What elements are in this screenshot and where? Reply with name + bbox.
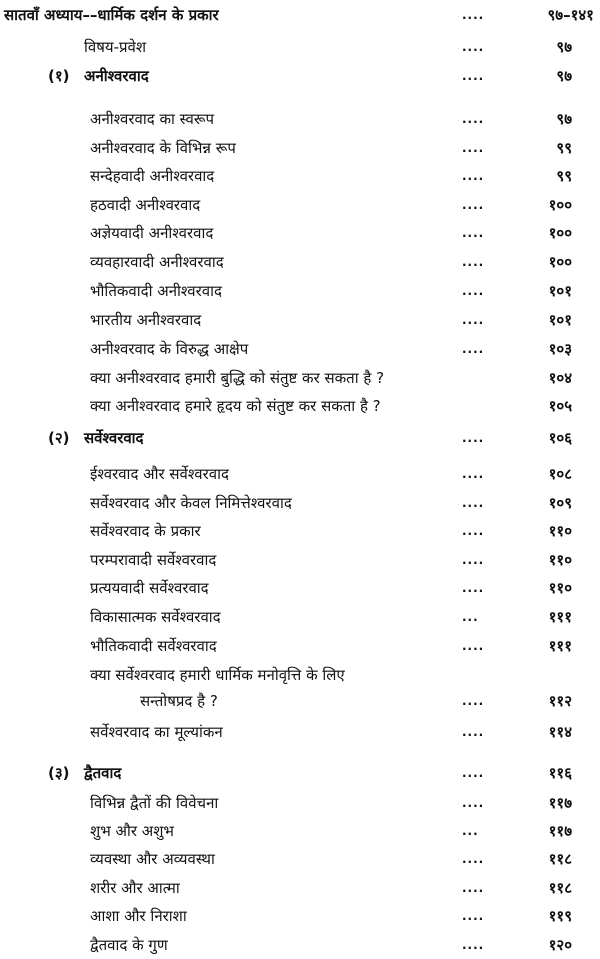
toc-entry [0, 903, 600, 929]
entry-page-number: ११६ [548, 764, 572, 782]
leader-dots: .... [462, 313, 485, 327]
toc-entry [0, 220, 600, 246]
toc-entry [0, 249, 600, 275]
leader-dots: .... [462, 639, 485, 653]
leader-dots: .... [462, 40, 485, 54]
toc-entry [0, 875, 600, 901]
entry-title: सर्वेश्वरवाद का मूल्यांकन [90, 723, 223, 741]
leader-dots: .... [462, 524, 485, 538]
leader-dots: .... [462, 909, 485, 923]
entry-title: अनीश्वरवाद [84, 67, 149, 85]
leader-dots: .... [462, 694, 485, 708]
entry-page-number: ९७ [556, 110, 572, 128]
leader-dots: .... [462, 141, 485, 155]
leader-dots: ... [462, 610, 479, 624]
entry-page-number: १०८ [548, 465, 572, 483]
toc-entry [0, 336, 600, 362]
toc-entry [0, 604, 600, 630]
entry-page-number: ११८ [548, 879, 572, 897]
entry-title: शुभ और अशुभ [90, 822, 174, 840]
toc-entry [0, 547, 600, 573]
entry-page-number: ११० [548, 522, 572, 540]
entry-title: ईश्वरवाद और सर्वेश्वरवाद [90, 465, 229, 483]
toc-entry [0, 34, 600, 60]
entry-page-number: ११४ [548, 723, 572, 741]
entry-page-number: १११ [548, 608, 572, 626]
entry-title: हठवादी अनीश्वरवाद [90, 196, 201, 214]
entry-title: व्यवस्था और अव्यवस्था [90, 850, 215, 868]
entry-title: भारतीय अनीश्वरवाद [90, 311, 202, 329]
entry-title: भौतिकवादी अनीश्वरवाद [90, 282, 222, 300]
entry-title: अनीश्वरवाद का स्वरूप [90, 110, 215, 128]
entry-page-number: ९७ [556, 38, 572, 56]
section-number: (२) [48, 429, 70, 447]
entry-title: सन्तोषप्रद है ? [140, 692, 218, 710]
toc-entry [0, 135, 600, 161]
entry-page-number: ९९ [556, 139, 572, 157]
leader-dots: .... [462, 725, 485, 739]
toc-entry [0, 278, 600, 304]
leader-dots: .... [462, 881, 485, 895]
entry-title: सर्वेश्वरवाद और केवल निमित्तेश्वरवाद [90, 494, 292, 512]
leader-dots: .... [462, 198, 485, 212]
toc-entry [0, 192, 600, 218]
entry-page-number: १११ [548, 637, 572, 655]
entry-title: द्वैतवाद के गुण [90, 936, 168, 954]
leader-dots: .... [462, 496, 485, 510]
entry-title: आशा और निराशा [90, 907, 187, 925]
toc-section [0, 425, 600, 451]
entry-page-number: ११८ [548, 850, 572, 868]
toc-entry [0, 461, 600, 487]
entry-page-number: १०० [548, 253, 572, 271]
leader-dots: .... [462, 112, 485, 126]
toc-entry [0, 790, 600, 816]
entry-page-number: ११७ [548, 794, 572, 812]
chapter-title: सातवाँ अध्याय––धार्मिक दर्शन के प्रकार [4, 6, 219, 24]
entry-title: प्रत्ययवादी सर्वेश्वरवाद [90, 579, 209, 597]
entry-page-number: १२० [548, 936, 572, 954]
toc-entry [0, 393, 600, 419]
entry-page-number: १०९ [548, 494, 572, 512]
toc-section [0, 63, 600, 89]
leader-dots: ... [462, 824, 479, 838]
chapter-heading [0, 2, 600, 28]
toc-entry [0, 106, 600, 132]
entry-title: सन्देहवादी अनीश्वरवाद [90, 167, 215, 185]
leader-dots: .... [462, 69, 485, 83]
leader-dots: .... [462, 255, 485, 269]
entry-title: सर्वेश्वरवाद के प्रकार [90, 522, 201, 540]
toc-entry [0, 719, 600, 745]
entry-page-number: ९७ [556, 67, 572, 85]
entry-title: अज्ञेयवादी अनीश्वरवाद [90, 224, 214, 242]
entry-title: अनीश्वरवाद के विरुद्ध आक्षेप [90, 340, 249, 358]
chapter-page-range: ९७–१४१ [547, 6, 594, 24]
entry-page-number: ११७ [548, 822, 572, 840]
entry-page-number: ९९ [556, 167, 572, 185]
entry-page-number: १०१ [548, 311, 572, 329]
entry-title: परम्परावादी सर्वेश्वरवाद [90, 551, 217, 569]
entry-page-number: १०५ [548, 397, 572, 415]
toc-entry [0, 633, 600, 659]
entry-title: सर्वेश्वरवाद [84, 429, 144, 447]
leader-dots: .... [462, 581, 485, 595]
entry-title: क्या सर्वेश्वरवाद हमारी धार्मिक मनोवृत्ति के लिए [90, 666, 345, 684]
leader-dots: .... [462, 342, 485, 356]
toc-entry [0, 575, 600, 601]
entry-page-number: ११० [548, 551, 572, 569]
leader-dots: .... [462, 284, 485, 298]
leader-dots: .... [462, 169, 485, 183]
entry-page-number: ११० [548, 579, 572, 597]
entry-page-number: १०४ [548, 369, 572, 387]
leader-dots: .... [462, 553, 485, 567]
entry-title: क्या अनीश्वरवाद हमारी बुद्धि को संतुष्ट कर सकता है ? [90, 369, 385, 387]
entry-page-number: १०० [548, 224, 572, 242]
toc-entry [0, 846, 600, 872]
toc-section [0, 760, 600, 786]
leader-dots: .... [462, 467, 485, 481]
entry-page-number: १०३ [548, 340, 572, 358]
toc-entry [0, 490, 600, 516]
entry-title: द्वैतवाद [84, 764, 122, 782]
entry-page-number: १०६ [548, 429, 572, 447]
entry-title: विभिन्न द्वैतों की विवेचना [90, 794, 219, 812]
entry-page-number: ११९ [548, 907, 572, 925]
toc-entry [0, 818, 600, 844]
toc-entry [0, 163, 600, 189]
entry-page-number: ११२ [548, 692, 572, 710]
leader-dots: .... [462, 226, 485, 240]
entry-title: विकासात्मक सर्वेश्वरवाद [90, 608, 221, 626]
entry-title: क्या अनीश्वरवाद हमारे हृदय को संतुष्ट कर सकता है ? [90, 397, 381, 415]
toc-entry [0, 365, 600, 391]
entry-title: शरीर और आत्मा [90, 879, 180, 897]
leader-dots: .... [462, 938, 485, 952]
toc-entry [0, 688, 600, 714]
leader-dots: .... [462, 796, 485, 810]
section-number: (१) [48, 67, 70, 85]
entry-title: अनीश्वरवाद के विभिन्न रूप [90, 139, 236, 157]
entry-page-number: १०० [548, 196, 572, 214]
entry-title: विषय-प्रवेश [84, 38, 147, 56]
leader-dots: .... [462, 766, 485, 780]
entry-title: भौतिकवादी सर्वेश्वरवाद [90, 637, 217, 655]
leader-dots: .... [462, 852, 485, 866]
leader-dots: .... [462, 8, 485, 22]
leader-dots: .... [462, 431, 485, 445]
section-number: (३) [48, 764, 70, 782]
toc-entry [0, 662, 600, 688]
toc-entry [0, 518, 600, 544]
toc-entry [0, 307, 600, 333]
toc-entry [0, 932, 600, 958]
entry-page-number: १०१ [548, 282, 572, 300]
entry-title: व्यवहारवादी अनीश्वरवाद [90, 253, 224, 271]
